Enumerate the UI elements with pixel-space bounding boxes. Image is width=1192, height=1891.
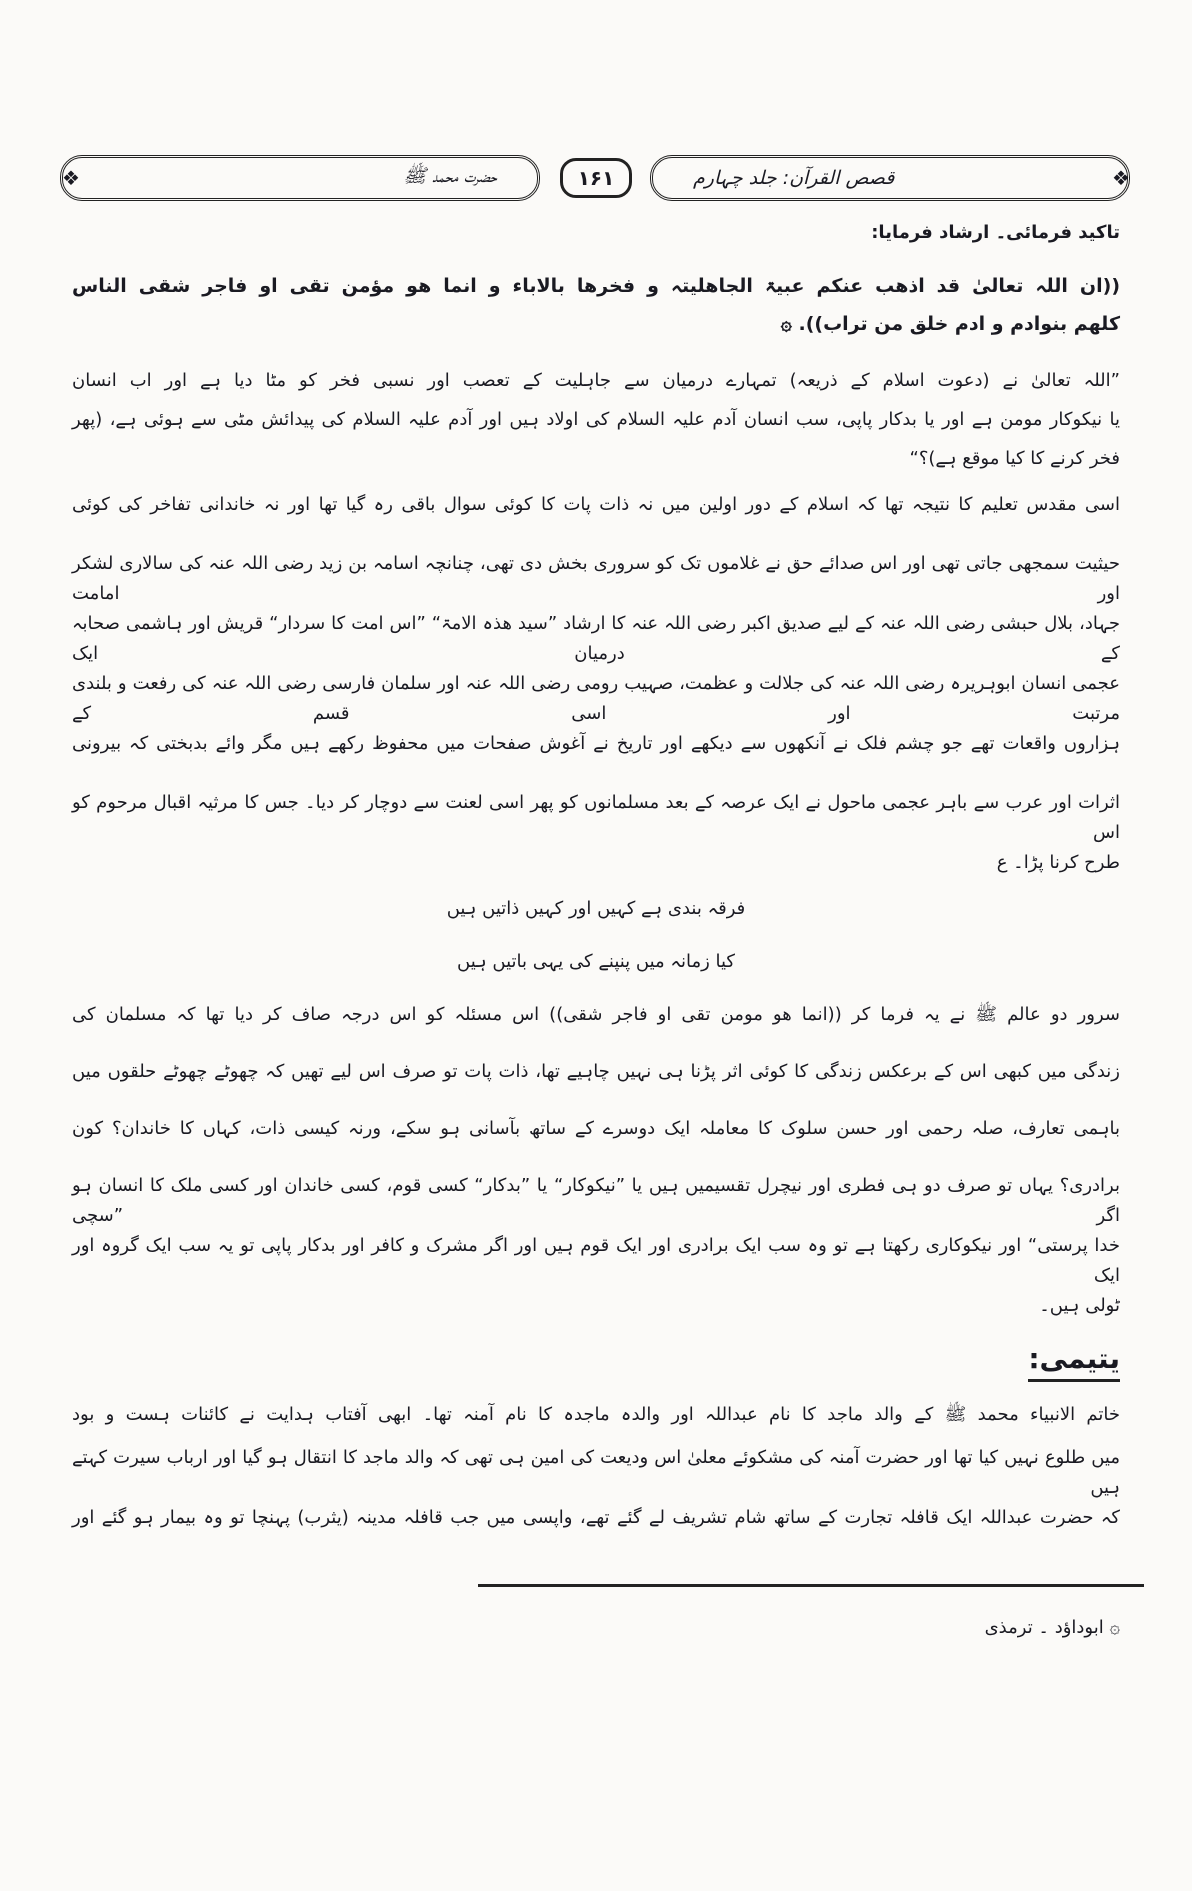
ornament-icon: ❖ [62, 166, 80, 190]
paragraph-line: ٹولی ہیں۔ [1039, 1295, 1120, 1316]
paragraph-line: طرح کرنا پڑا۔ ع [996, 852, 1120, 873]
hadith-line: ((ان اللہ تعالیٰ قد اذھب عنکم عبیۃ الجاھلیتہ و فخرھا بالاباء و انما ھو مؤمن تقی او فاجر شقی الناس [72, 275, 1120, 297]
paragraph-line: خدا پرستی“ اور نیکوکاری رکھتا ہے تو وہ سب ایک برادری اور ایک قوم ہیں اور اگر مشرک و کافر اور بدکار پاپی تو یہ سب ایک گروہ اور ایک [72, 1235, 1120, 1286]
paragraph-line: ہزاروں واقعات تھے جو چشم فلک نے آنکھوں سے دیکھے اور تاریخ نے آغوش صفحات میں محفوظ رکھے ہیں مگر وائے بدبختی کہ بیرونی [72, 733, 1120, 754]
chapter-title-banner [60, 155, 540, 201]
chapter-title: حضرت محمد ﷺ [403, 165, 497, 187]
paragraph-line: کہ حضرت عبداللہ ایک قافلہ تجارت کے ساتھ شام تشریف لے گئے تھے، واپسی میں جب قافلہ مدینہ (یثرب) پہنچا تو وہ بیمار ہو گئے اور [72, 1507, 1120, 1528]
paragraph-line: خاتم الانبیاء محمد ﷺ کے والد ماجد کا نام عبداللہ اور والدہ ماجدہ کا نام آمنہ تھا۔ ابھی آفتاب ہدایت نے کائنات ہست و بود [72, 1404, 1120, 1425]
footnote: ۞ ابوداؤد ۔ ترمذی [984, 1617, 1120, 1638]
paragraph-line: میں طلوع نہیں کیا تھا اور حضرت آمنہ کی مشکوئے معلیٰ اس ودیعت کی امین ہی تھی کہ والد ماجد کا انتقال ہو گیا اور ارباب سیرت کہتے ہیں [72, 1447, 1120, 1498]
paragraph-line: عجمی انسان ابوہریرہ رضی اللہ عنہ کی جلالت و عظمت، صہیب رومی رضی اللہ عنہ اور سلمان فارسی رضی اللہ عنہ کی رفعت و بلندی مرتبت اور اسی قسم کے [72, 673, 1120, 724]
translation-line: یا نیکوکار مومن ہے اور یا بدکار پاپی، سب انسان آدم علیہ السلام کی اولاد ہیں اور آدم علیہ السلام کی پیدائش مٹی سے ہوئی ہے، (پھر [72, 409, 1120, 430]
paragraph-line: زندگی میں کبھی اس کے برعکس زندگی کا کوئی اثر پڑنا ہی نہیں چاہیے تھا، ذات پات تو صرف اس لیے تھیں کہ چھوٹے چھوٹے حلقوں میں [72, 1061, 1120, 1082]
paragraph-line: اسی مقدس تعلیم کا نتیجہ تھا کہ اسلام کے دور اولین میں نہ ذات پات کا کوئی سوال باقی رہ گیا تھا اور نہ خاندانی تفاخر کی کوئی [72, 494, 1120, 515]
intro-text: تاکید فرمائی۔ ارشاد فرمایا: [871, 222, 1120, 243]
section-heading: یتیمی: [1028, 1339, 1120, 1382]
paragraph-line: باہمی تعارف، صلہ رحمی اور حسن سلوک کا معاملہ ایک دوسرے کے ساتھ بآسانی ہو سکے، ورنہ کیسی ذات، کہاں کا خاندان؟ کون [72, 1118, 1120, 1139]
page-number: ۱۶۱ [560, 158, 632, 198]
paragraph-line: سرور دو عالم ﷺ نے یہ فرما کر ((انما ھو مومن تقی او فاجر شقی)) اس مسئلہ کو اس درجہ صاف کر دیا تھا کہ مسلمان کی [72, 1004, 1120, 1025]
translation-line: ”اللہ تعالیٰ نے (دعوت اسلام کے ذریعہ) تمہارے درمیان سے جاہلیت کے تعصب اور نسبی فخر کو مٹا دیا ہے اور اب انسان [72, 370, 1120, 391]
translation-line: فخر کرنے کا کیا موقع ہے)؟“ [909, 448, 1120, 469]
section-heading-wrap [72, 1339, 1120, 1382]
book-title: قصص القرآن: جلد چہارم [693, 167, 895, 189]
paragraph-line: برادری؟ یہاں تو صرف دو ہی فطری اور نیچرل تقسیمیں ہیں یا ”نیکوکار“ یا ”بدکار“ کسی قوم، کسی خاندان اور کسی ملک کا انسان ہو اگر ”سچی [72, 1175, 1120, 1226]
ornament-icon: ❖ [1112, 166, 1130, 190]
paragraph-line: اثرات اور عرب سے باہر عجمی ماحول نے ایک عرصہ کے بعد مسلمانوں کو پھر اسی لعنت سے دوچار کر دیا۔ جس کا مرثیہ اقبال مرحوم کو اس [72, 792, 1120, 843]
page-body [72, 218, 1120, 1638]
poetry-verse: فرقہ بندی ہے کہیں اور کہیں ذاتیں ہیں [446, 898, 746, 919]
book-title-banner [650, 155, 1130, 201]
footnote-divider [478, 1584, 1144, 1587]
paragraph-line: حیثیت سمجھی جاتی تھی اور اس صدائے حق نے غلاموں تک کو سروری بخش دی تھی، چنانچہ اسامہ بن زید رضی اللہ عنہ کی سالاری لشکر اور امامت [72, 553, 1120, 604]
hadith-line: کلھم بنوادم و ادم خلق من تراب)). ۞ [780, 313, 1120, 335]
paragraph-line: جہاد، بلال حبشی رضی اللہ عنہ کے لیے صدیق اکبر رضی اللہ عنہ کا ارشاد ”سید ھذہ الامۃ“ ”اس امت کا سردار“ قریش اور ہاشمی صحابہ کے درمیان ایک [72, 613, 1120, 664]
poetry-verse: کیا زمانہ میں پنپنے کی یہی باتیں ہیں [457, 951, 735, 972]
